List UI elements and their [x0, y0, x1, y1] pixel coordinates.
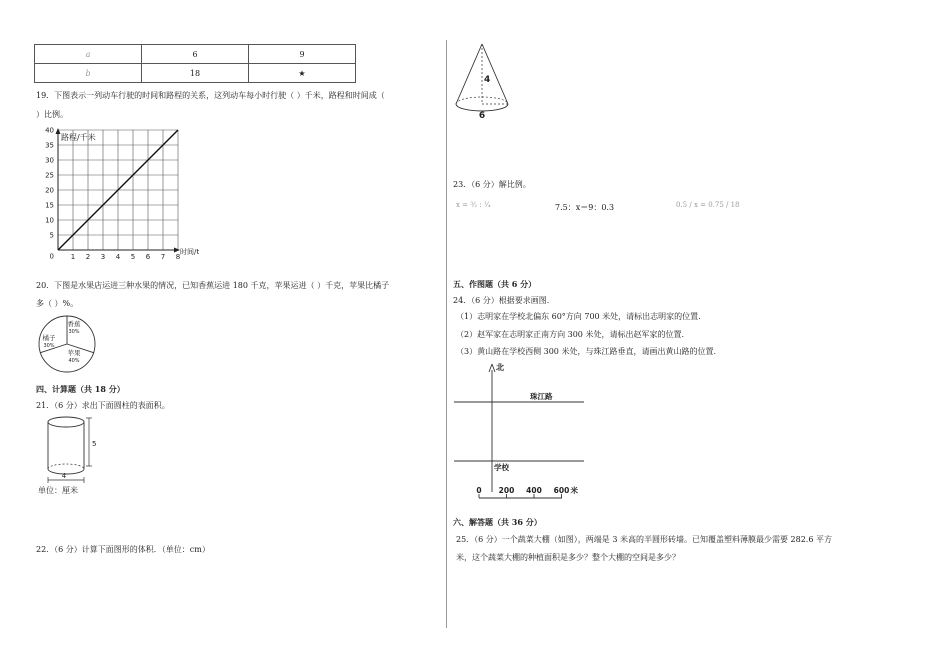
scale-tick-label: 200 [498, 486, 515, 495]
q24-item-2: （2）赵军家在志明家正南方向 300 米处，请标出赵军家的位置. [456, 330, 684, 339]
q24-item-3: （3）黄山路在学校西侧 300 米处，与珠江路垂直，请画出黄山路的位置. [456, 347, 716, 356]
x-tick-label: 1 [70, 253, 76, 261]
x-tick-label: 7 [160, 253, 166, 261]
value-table [34, 44, 356, 83]
q20-text-line2: 多（ ）%。 [36, 299, 79, 308]
y-tick-label: 25 [45, 171, 54, 180]
q21-unit: 单位：厘米 [38, 486, 78, 495]
pie-value-orange: 30% [43, 343, 55, 349]
pie-value-banana: 30% [68, 329, 80, 335]
q23-equation-3: 0.5 / x = 0.75 / 18 [676, 201, 740, 209]
q23-equation-1: x = ³⁄₂ : ¹⁄₄ [456, 201, 491, 209]
x-tick-label: 3 [100, 253, 106, 261]
cone-side-right [482, 44, 508, 104]
distance-time-chart [38, 124, 238, 264]
pie-label-apple: 苹果 [67, 349, 81, 357]
x-tick-label: 6 [145, 253, 151, 261]
school-label: 学校 [494, 463, 509, 472]
pie-label-orange: 橘子 [42, 334, 56, 342]
section4-title: 四、计算题（共 18 分） [36, 384, 125, 394]
cone-side-left [456, 44, 482, 104]
pie-label-banana: 香蕉 [67, 320, 81, 328]
q19-text-line1: 19．下图表示一列动车行驶的时间和路程的关系，这列动车每小时行驶（ ）千米，路程和时间成（ [36, 91, 385, 100]
q25-text-line2: 米，这个蔬菜大棚的种植面积是多少？整个大棚的空间是多少？ [456, 553, 680, 562]
table-cell: 18 [142, 64, 249, 83]
table-row [35, 64, 356, 83]
cone-radius-label: 6 [478, 111, 486, 120]
road-label: 珠江路 [530, 392, 553, 401]
q25-text-line1: 25．（6 分）一个蔬菜大棚（如图），两端是 3 米高的半圆形砖墙。已知覆盖塑料薄膜最少需要 282.6 平方 [456, 535, 832, 544]
cylinder-top [48, 417, 84, 427]
height-label: 5 [92, 440, 97, 448]
y-tick-label: 10 [45, 216, 54, 225]
q20-text-line1: 20．下图是水果店运进三种水果的情况，已知香蕉运进 180 千克，苹果运进（ ）千克，苹果比橘子 [36, 281, 390, 290]
table-cell: a [35, 45, 142, 64]
table-row [35, 45, 356, 64]
table-cell: b [35, 64, 142, 83]
map-figure [452, 360, 592, 506]
section6-title: 六、解答题（共 36 分） [453, 517, 542, 527]
q23-text: 23．（6 分）解比例。 [453, 180, 531, 189]
q24-item-1: （1）志明家在学校北偏东 60°方向 700 米处，请标出志明家的位置. [456, 312, 701, 321]
tick-labels [45, 127, 180, 262]
y-tick-label: 20 [45, 186, 54, 195]
scale-unit: 米 [570, 486, 578, 495]
q21-text: 21．（6 分）求出下面圆柱的表面积。 [36, 401, 170, 410]
table-cell: 9 [249, 45, 356, 64]
y-tick-label: 0 [49, 252, 54, 261]
x-axis-label: 时间/t [180, 248, 200, 256]
table-cell: ★ [249, 64, 356, 83]
y-tick-label: 5 [49, 231, 54, 240]
x-tick-label: 2 [85, 253, 91, 261]
x-tick-label: 4 [115, 253, 121, 261]
x-tick-label: 8 [175, 253, 181, 261]
scale-tick-label: 0 [476, 486, 482, 495]
section5-title: 五、作图题（共 6 分） [453, 279, 537, 289]
cylinder-figure [42, 414, 112, 488]
y-tick-label: 30 [45, 156, 54, 165]
fruit-pie-chart [34, 311, 100, 377]
scale-tick-label: 600 [553, 486, 570, 495]
y-tick-label: 15 [45, 201, 54, 210]
pie-value-apple: 40% [68, 358, 80, 364]
y-tick-label: 35 [45, 141, 54, 150]
north-label: 北 [496, 363, 504, 372]
cone-height-label: 4 [484, 75, 491, 85]
scale-tick-label: 400 [526, 486, 542, 495]
cylinder-bottom-back [48, 464, 84, 469]
x-tick-label: 5 [130, 253, 136, 261]
table-cell: 6 [142, 45, 249, 64]
y-tick-label: 40 [45, 126, 54, 135]
cone-figure [452, 40, 512, 120]
y-axis-label: 路程/千米 [61, 133, 96, 142]
q24-text: 24．（6 分）根据要求画图. [453, 296, 550, 305]
cone-base-front [456, 104, 508, 111]
column-divider [446, 40, 447, 628]
north-arrow [492, 364, 495, 372]
diameter-label: 4 [61, 472, 67, 480]
north-arrow [489, 364, 492, 372]
q19-text-line2: ）比例。 [36, 110, 68, 119]
y-axis-arrow [56, 128, 61, 134]
q22-text: 22．（6 分）计算下面图形的体积．（单位：cm） [36, 545, 210, 554]
q23-equation-2: 7.5：x＝9：0.3 [555, 203, 615, 212]
